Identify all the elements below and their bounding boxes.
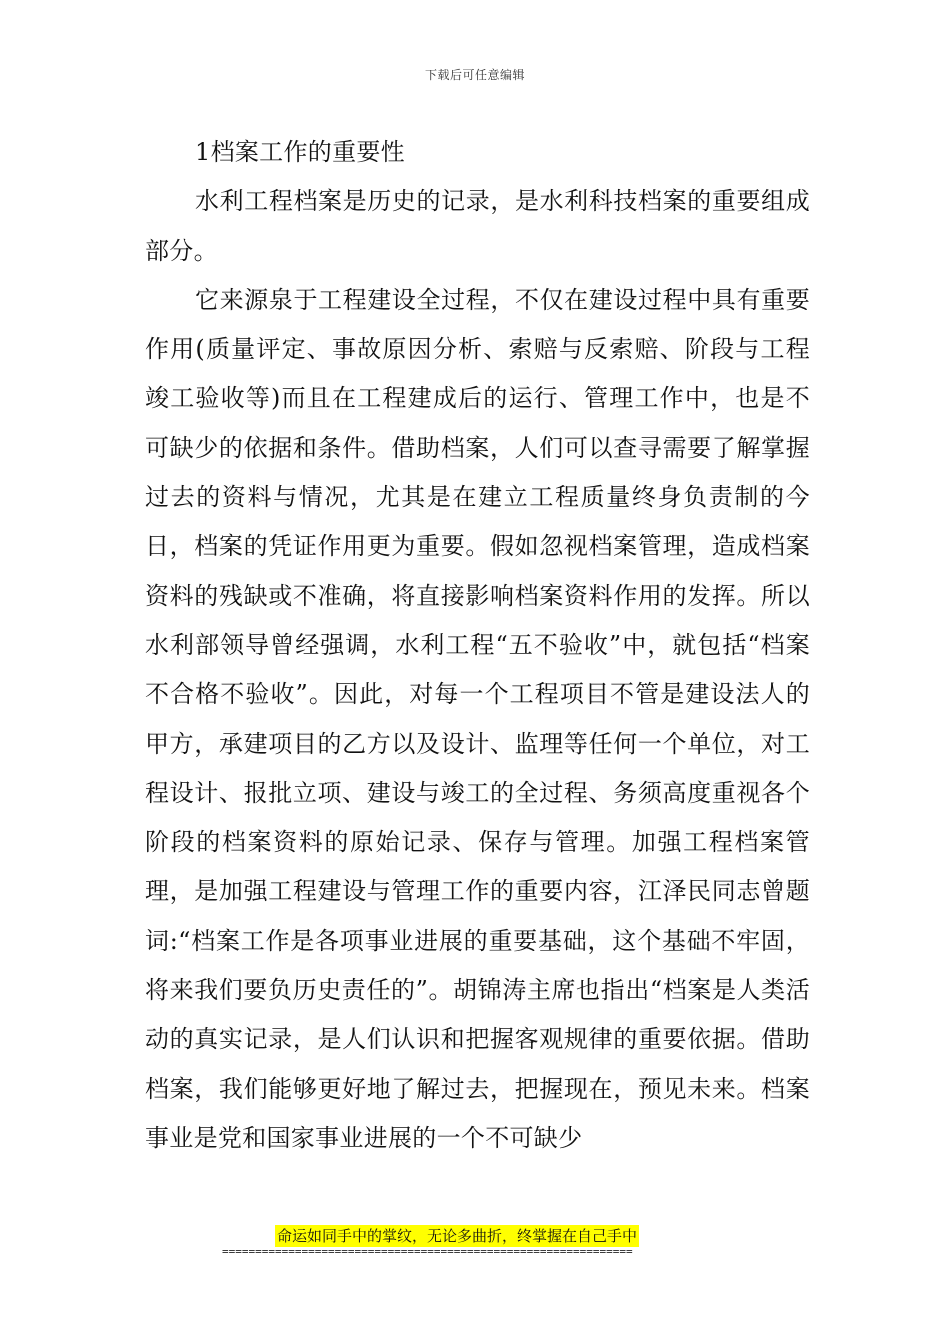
document-body [145, 128, 810, 1163]
paragraph-intro: 水利工程档案是历史的记录，是水利科技档案的重要组成部分。 [145, 187, 810, 265]
footer-divider: ============================================================== [222, 1245, 633, 1258]
footer-motto: 命运如同手中的掌纹，无论多曲折，终掌握在自己手中 [277, 1227, 638, 1245]
section-heading: 1档案工作的重要性 [195, 138, 405, 166]
header-note: 下载后可任意编辑 [424, 68, 525, 82]
paragraph-main: 它来源泉于工程建设全过程，不仅在建设过程中具有重要作用(质量评定、事故原因分析、索赔与反索赔、阶段与工程竣工验收等)而且在工程建成后的运行、管理工作中，也是不可缺少的依据和条件。借助档案，人们可以查寻需要了解掌握过去的资料与情况，尤其是在建立工程质量终身负责制的今日，档案的凭证作用更为重要。假如忽视档案管理，造成档案资料的残缺或不准确，将直接影响档案资料作用的发挥。所以水利部领导曾经强调，水利工程“五不验收”中，就包括“档案不合格不验收”。因此，对每一个工程项目不管是建设法人的甲方，承建项目的乙方以及设计、监理等任何一个单位，对工程设计、报批立项、建设与竣工的全过程、务须高度重视各个阶段的档案资料的原始记录、保存与管理。加强工程档案管理，是加强工程建设与管理工作的重要内容，江泽民同志曾题词:“档案工作是各项事业进展的重要基础，这个基础不牢固，将来我们要负历史责任的”。胡锦涛主席也指出“档案是人类活动的真实记录，是人们认识和把握客观规律的重要依据。借助档案，我们能够更好地了解过去，把握现在，预见未来。档案事业是党和国家事业进展的一个不可缺少 [145, 285, 810, 1152]
